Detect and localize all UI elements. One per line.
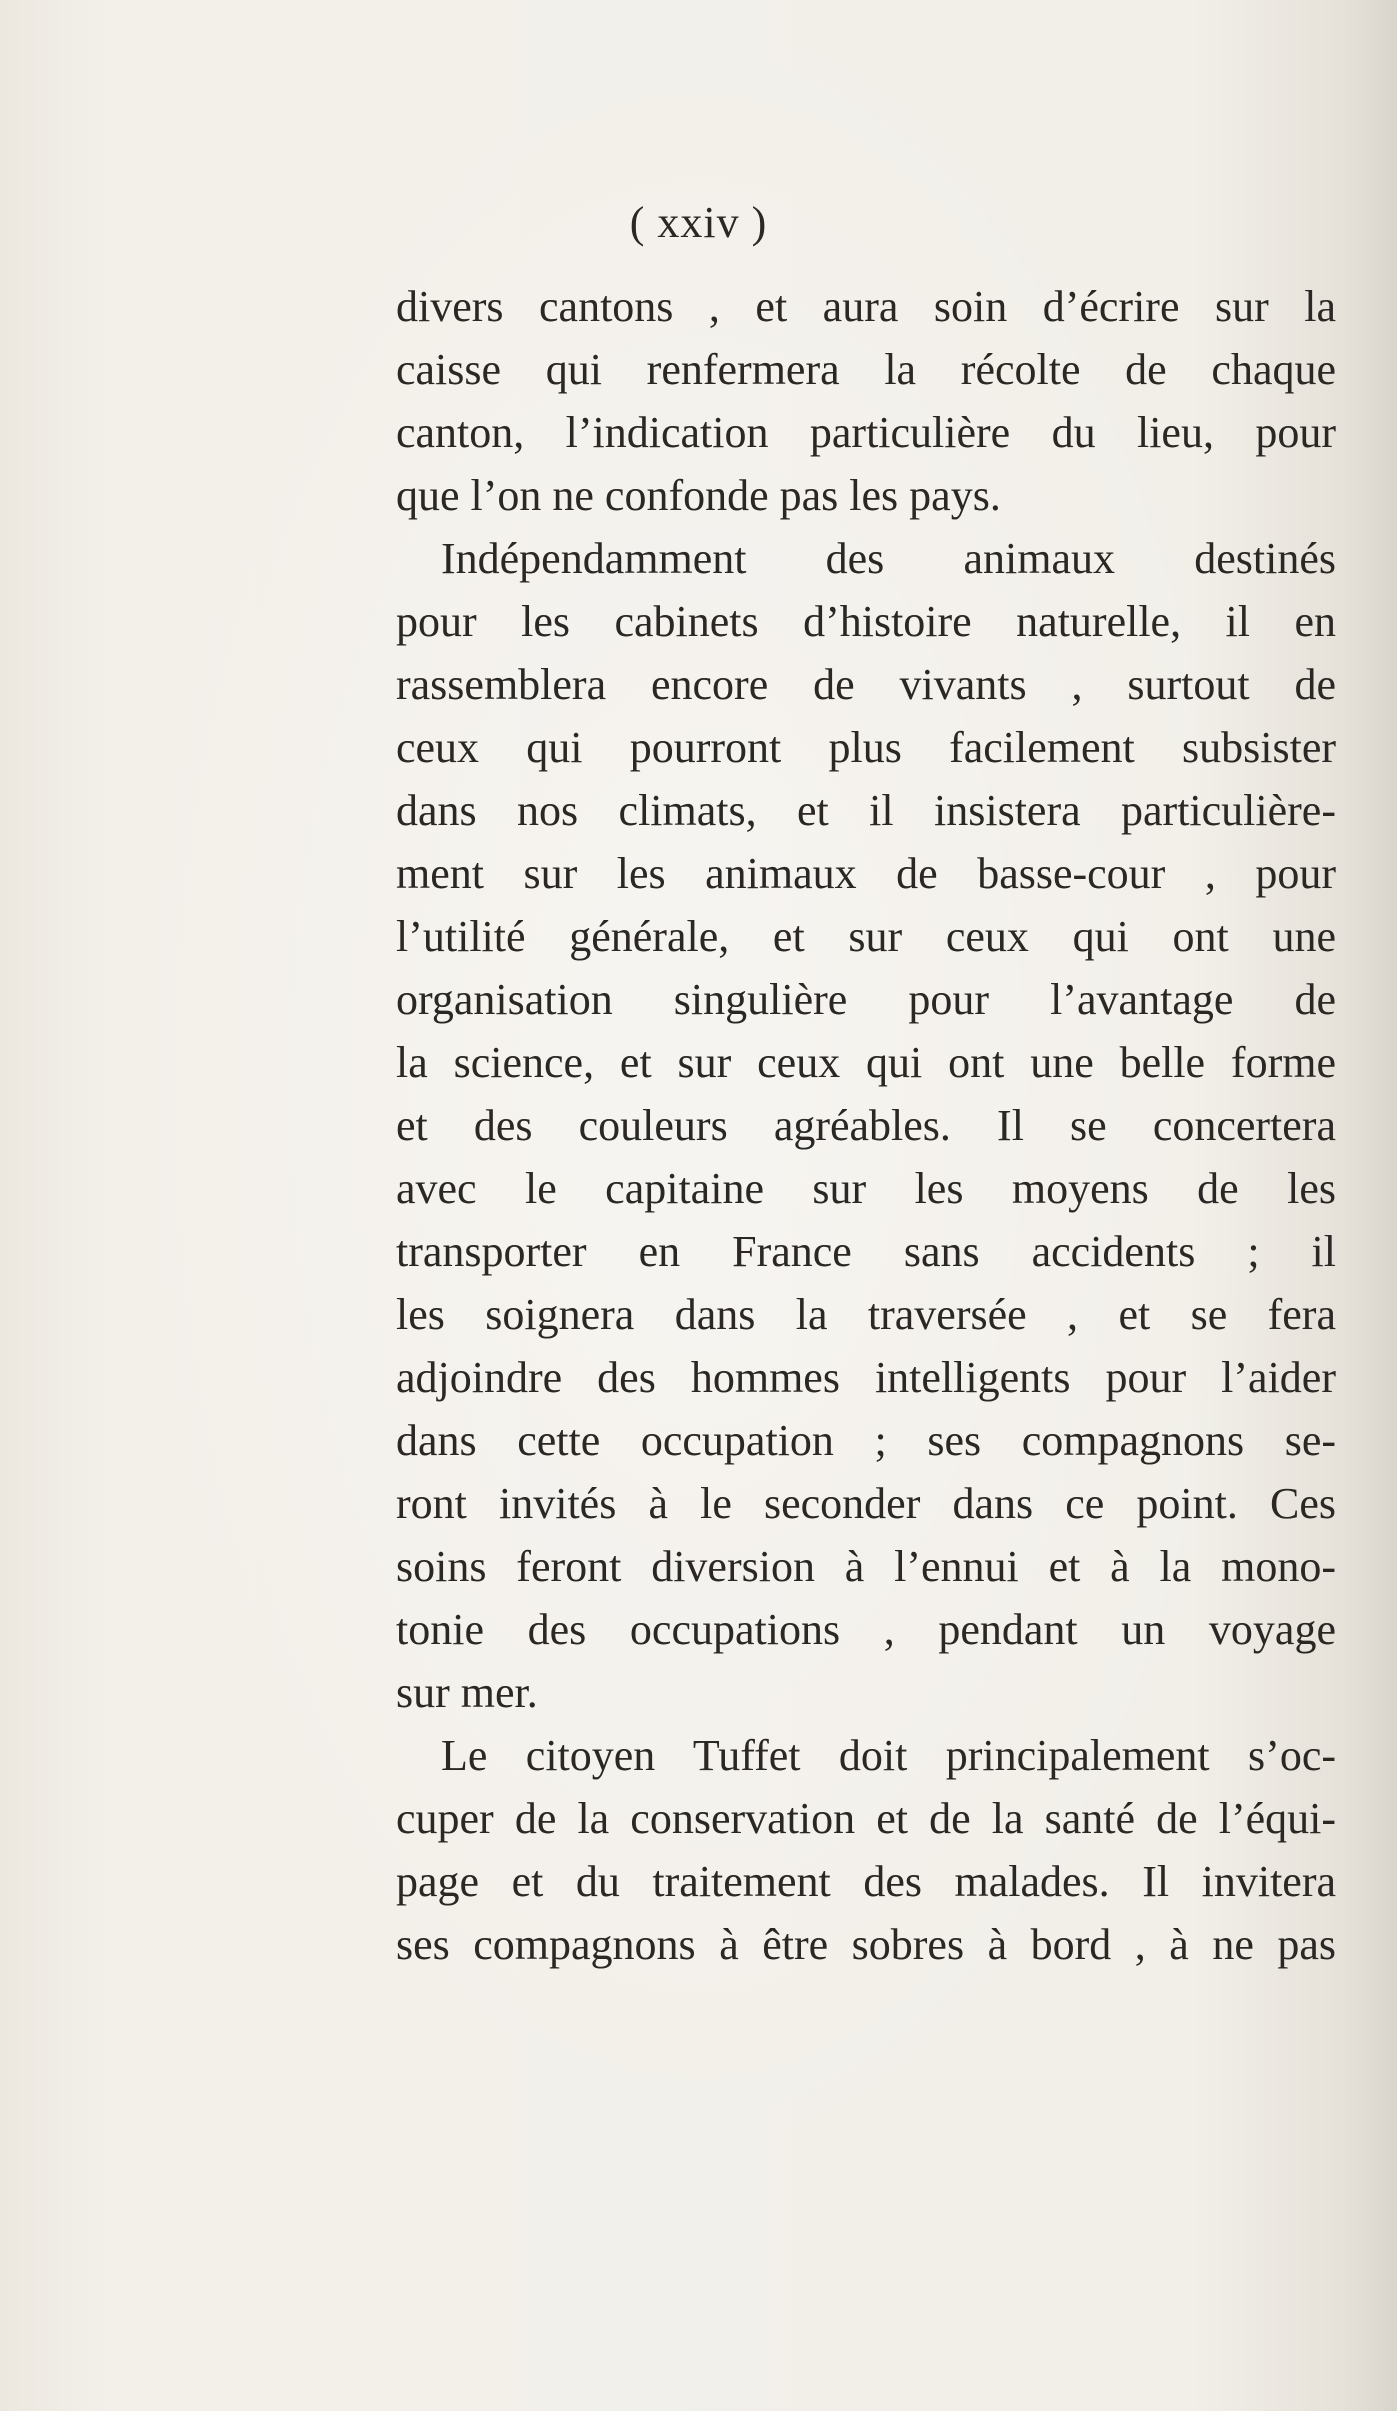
- text-line: tonie des occupations , pendant un voyage: [396, 1605, 1336, 1654]
- text-line: la science, et sur ceux qui ont une belle forme: [396, 1038, 1336, 1087]
- text-line: ront invités à le seconder dans ce point. Ces: [396, 1479, 1336, 1528]
- paragraph-2: [396, 527, 1336, 1724]
- text-line: canton, l’indication particulière du lieu, pour: [396, 408, 1336, 457]
- text-line: avec le capitaine sur les moyens de les: [396, 1164, 1336, 1213]
- text-line: caisse qui renfermera la récolte de chaque: [396, 345, 1336, 394]
- text-line: ceux qui pourront plus facilement subsister: [396, 723, 1336, 772]
- text-line: l’utilité générale, et sur ceux qui ont une: [396, 912, 1336, 961]
- text-line: rassemblera encore de vivants , surtout de: [396, 660, 1336, 709]
- text-line: adjoindre des hommes intelligents pour l’aider: [396, 1353, 1336, 1402]
- text-line: sur mer.: [396, 1668, 538, 1717]
- text-line: page et du traitement des malades. Il invitera: [396, 1857, 1336, 1906]
- text-line: organisation singulière pour l’avantage de: [396, 975, 1336, 1024]
- text-line: ment sur les animaux de basse-cour , pour: [396, 849, 1336, 898]
- text-line: dans nos climats, et il insistera particulière-: [396, 786, 1336, 835]
- page-number: ( xxiv ): [629, 198, 768, 247]
- text-line: Le citoyen Tuffet doit principalement s’oc-: [441, 1731, 1336, 1780]
- body-text: [396, 275, 1336, 1976]
- text-line: dans cette occupation ; ses compagnons se-: [396, 1416, 1336, 1465]
- text-line: pour les cabinets d’histoire naturelle, il en: [396, 597, 1336, 646]
- text-line: cuper de la conservation et de la santé de l’équi-: [396, 1794, 1336, 1843]
- text-line: divers cantons , et aura soin d’écrire sur la: [396, 282, 1336, 331]
- text-line: ses compagnons à être sobres à bord , à ne pas: [396, 1920, 1336, 1969]
- text-line: que l’on ne confonde pas les pays.: [396, 471, 1001, 520]
- text-line: soins feront diversion à l’ennui et à la mono-: [396, 1542, 1336, 1591]
- text-line: Indépendamment des animaux destinés: [441, 534, 1336, 583]
- paragraph-3: [396, 1724, 1336, 1976]
- paragraph-1: [396, 275, 1336, 527]
- text-line: et des couleurs agréables. Il se concertera: [396, 1101, 1336, 1150]
- text-line: les soignera dans la traversée , et se fera: [396, 1290, 1336, 1339]
- text-line: transporter en France sans accidents ; il: [396, 1227, 1336, 1276]
